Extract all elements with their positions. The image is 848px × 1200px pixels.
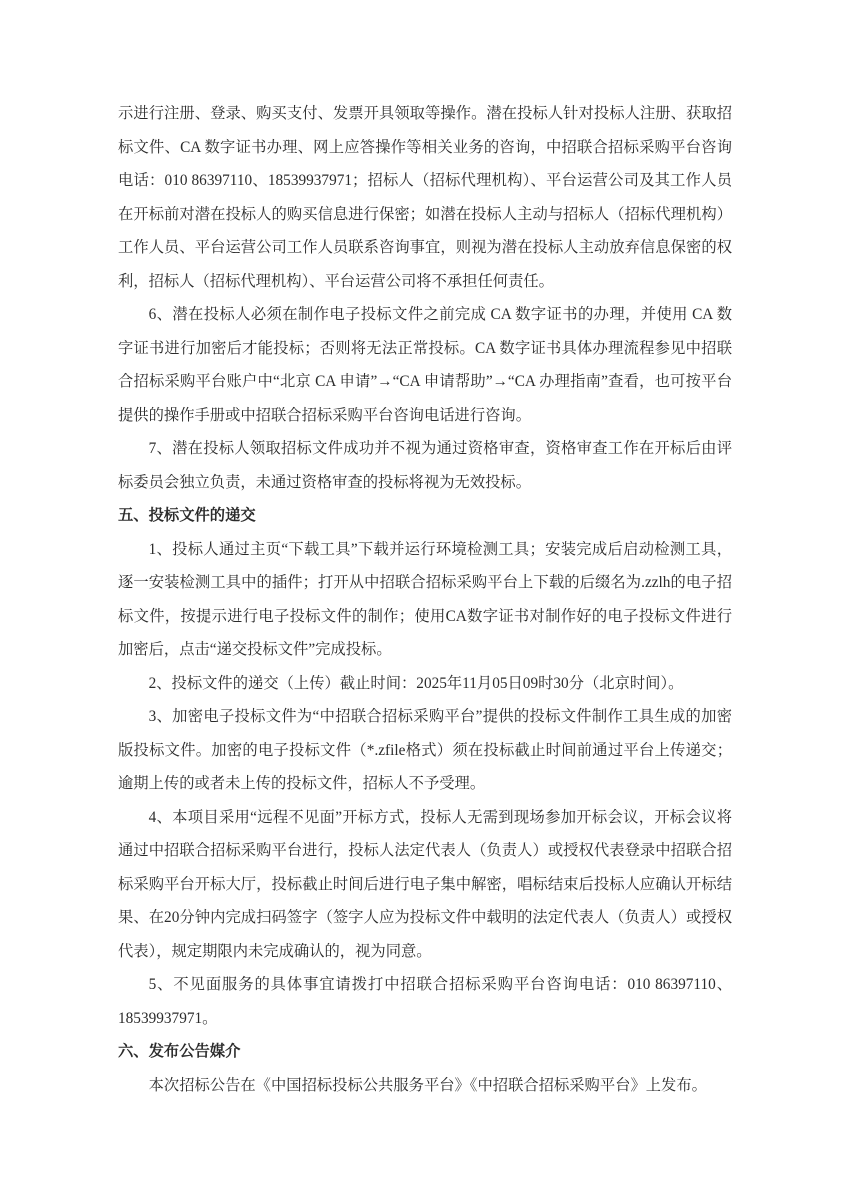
document-paragraph: 1、投标人通过主页“下载工具”下载并运行环境检测工具；安装完成后启动检测工具，逐一安装检测工具中的插件；打开从中招联合招标采购平台上下载的后缀名为.zzlh的电子招标文件，按提示进行电子投标文件的制作；使用CA数字证书对制作好的电子投标文件进行加密后，点击“递交投标文件”完成投标。 [118, 540, 732, 658]
document-paragraph: 7、潜在投标人领取招标文件成功并不视为通过资格审查，资格审查工作在开标后由评标委员会独立负责，未通过资格审查的投标将视为无效投标。 [118, 440, 732, 491]
section-heading: 六、发布公告媒介 [118, 1043, 241, 1060]
section-heading: 五、投标文件的递交 [118, 507, 256, 524]
document-paragraph: 4、本项目采用“远程不见面”开标方式，投标人无需到现场参加开标会议，开标会议将通过中招联合招标采购平台进行，投标人法定代表人（负责人）或授权代表登录中招联合招标采购平台开标大厅，投标截止时间后进行电子集中解密，唱标结束后投标人应确认开标结果、在20分钟内完成扫码签字（签字人应为投标文件中载明的法定代表人（负责人）或授权代表），规定期限内未完成确认的，视为同意。 [118, 808, 732, 960]
document-paragraph: 3、加密电子投标文件为“中招联合招标采购平台”提供的投标文件制作工具生成的加密版投标文件。加密的电子投标文件（*.zfile格式）须在投标截止时间前通过平台上传递交；逾期上传的或者未上传的投标文件，招标人不予受理。 [118, 708, 732, 792]
document-paragraph: 本次招标公告在《中国招标投标公共服务平台》《中招联合招标采购平台》上发布。 [148, 1076, 707, 1094]
document-paragraph: 2、投标文件的递交（上传）截止时间：2025年11月05日09时30分（北京时间）。 [148, 674, 684, 692]
document-paragraph: 5、不见面服务的具体事宜请拨打中招联合招标采购平台咨询电话：010 86397110、18539937971。 [118, 976, 732, 1027]
document-paragraph: 6、潜在投标人必须在制作电子投标文件之前完成 CA 数字证书的办理，并使用 CA 数字证书进行加密后才能投标；否则将无法正常投标。CA 数字证书具体办理流程参见中招联合招标采购平台账户中“北京 CA 申请”→“CA 申请帮助”→“CA 办理指南”查看，也可按平台提供的操作手册或中招联合招标采购平台咨询电话进行咨询。 [118, 306, 732, 424]
document-paragraph: 示进行注册、登录、购买支付、发票开具领取等操作。潜在投标人针对投标人注册、获取招标文件、CA 数字证书办理、网上应答操作等相关业务的咨询，中招联合招标采购平台咨询电话：010 86397110、18539937971；招标人（招标代理机构）、平台运营公司及其工作人员在开标前对潜在投标人的购买信息进行保密；如潜在投标人主动与招标人（招标代理机构）工作人员、平台运营公司工作人员联系咨询事宜，则视为潜在投标人主动放弃信息保密的权利，招标人（招标代理机构）、平台运营公司将不承担任何责任。 [118, 105, 732, 290]
document-body [118, 97, 732, 1102]
